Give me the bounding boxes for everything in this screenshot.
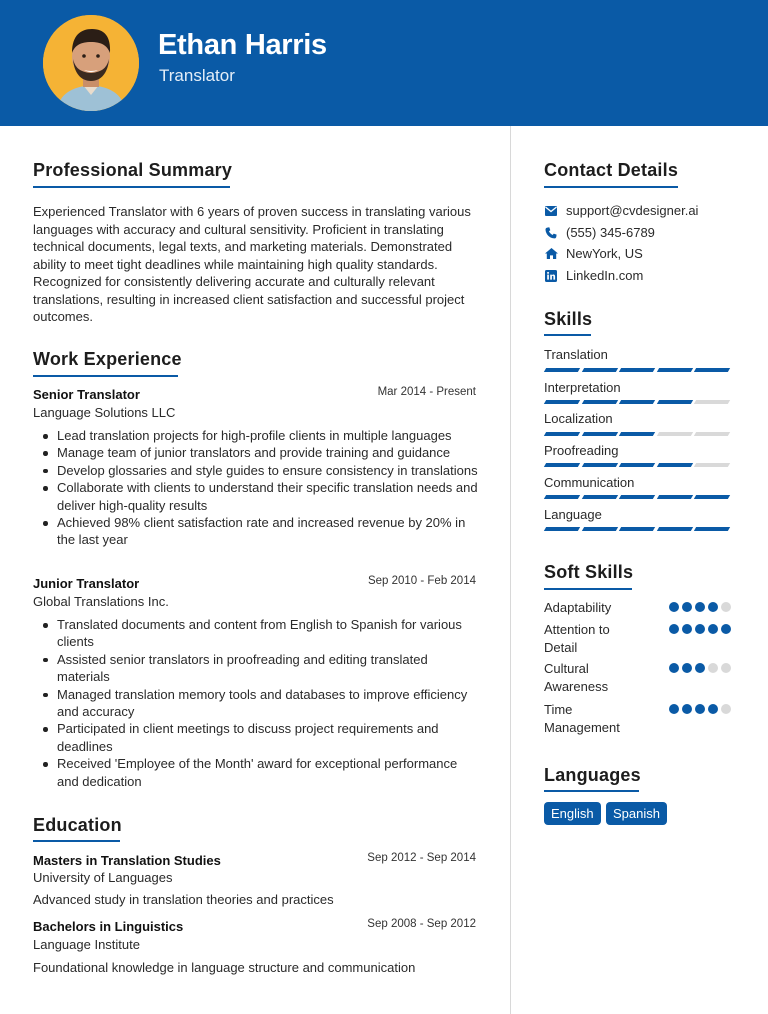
skill-level-segment: [581, 495, 617, 499]
skill-level-segment: [581, 463, 617, 467]
skills-heading-underline: [544, 334, 591, 336]
soft-skill-rating: [669, 704, 731, 714]
skill-level-bar: [545, 495, 729, 499]
skill-level-segment: [657, 495, 693, 499]
skill-level-segment: [694, 400, 730, 404]
envelope-icon: [544, 204, 558, 218]
skill-level-segment: [544, 495, 580, 499]
rating-dot: [695, 704, 705, 714]
skill-level-bar: [545, 527, 729, 531]
skill-name: Communication: [544, 475, 635, 490]
rating-dot: [708, 704, 718, 714]
skill-level-segment: [619, 463, 655, 467]
rating-dot: [682, 624, 692, 634]
contact-phone-text: (555) 345-6789: [566, 225, 655, 240]
contact-phone[interactable]: [544, 225, 655, 240]
skill-level-segment: [544, 368, 580, 372]
education-heading: Education: [33, 815, 122, 835]
phone-icon: [544, 226, 558, 240]
skill-level-segment: [694, 463, 730, 467]
candidate-title: Translator: [159, 66, 235, 85]
rating-dot: [708, 624, 718, 634]
job-bullets: [40, 616, 480, 790]
contact-heading: Contact Details: [544, 160, 679, 180]
soft-skill-name: Cultural Awareness: [544, 661, 609, 694]
skill-level-segment: [657, 527, 693, 531]
soft-skills-heading-underline: [544, 588, 632, 590]
skill-level-segment: [544, 527, 580, 531]
list-item: Lead translation projects for high-profile clients in multiple languages: [40, 427, 480, 444]
skill-name: Localization: [544, 411, 613, 426]
soft-skill-name: Time Management: [544, 702, 620, 735]
education-description: Foundational knowledge in language structure and communication: [33, 960, 416, 975]
summary-text: Experienced Translator with 6 years of proven success in translating various languages with accuracy and cultural sensitivity. Proficient in translating technical documents, legal texts, and marketing materials. Demonstrated ability to meet tight deadlines while maintaining high quality standards. Recognized for consistently delivering accurate and culturally relevant translations, resulting in increased client satisfaction and successful project outcomes.: [33, 204, 471, 324]
skills-heading: Skills: [544, 309, 593, 329]
soft-skill-name: Attention to Detail: [544, 622, 610, 655]
skill-level-segment: [694, 368, 730, 372]
header-banner: [0, 0, 768, 126]
list-item: Translated documents and content from English to Spanish for various clients: [40, 616, 480, 651]
list-item: Collaborate with clients to understand their specific translation needs and deliver high-quality results: [40, 479, 480, 514]
work-heading-underline: [33, 375, 178, 377]
skill-level-segment: [581, 400, 617, 404]
contact-heading-underline: [544, 186, 678, 188]
job-title: Senior Translator: [33, 387, 140, 402]
skill-level-segment: [619, 368, 655, 372]
home-icon: [544, 247, 558, 261]
soft-skill-rating: [669, 663, 731, 673]
skill-level-segment: [694, 432, 730, 436]
skill-level-segment: [544, 463, 580, 467]
rating-dot: [695, 663, 705, 673]
job-title: Junior Translator: [33, 576, 140, 591]
list-item: Assisted senior translators in proofreading and editing translated materials: [40, 651, 480, 686]
skill-level-bar: [545, 368, 729, 372]
rating-dot: [708, 663, 718, 673]
school-name: University of Languages: [33, 870, 173, 885]
rating-dot: [669, 624, 679, 634]
soft-skill-rating: [669, 602, 731, 612]
education-date: Sep 2012 - Sep 2014: [367, 852, 476, 864]
rating-dot: [708, 602, 718, 612]
avatar: [43, 15, 139, 111]
skill-level-segment: [619, 527, 655, 531]
rating-dot: [695, 602, 705, 612]
profile-photo-icon: [43, 15, 139, 111]
contact-linkedin-text: LinkedIn.com: [566, 268, 644, 283]
rating-dot: [669, 602, 679, 612]
rating-dot: [721, 624, 731, 634]
languages-heading: Languages: [544, 765, 641, 785]
rating-dot: [721, 663, 731, 673]
list-item: Participated in client meetings to discuss project requirements and deadlines: [40, 720, 480, 755]
list-item: Develop glossaries and style guides to ensure consistency in translations: [40, 462, 480, 479]
linkedin-icon: [544, 269, 558, 283]
skill-level-segment: [694, 527, 730, 531]
job-bullets: [40, 427, 480, 549]
languages-heading-underline: [544, 790, 639, 792]
skill-name: Proofreading: [544, 443, 619, 458]
rating-dot: [695, 624, 705, 634]
skill-level-segment: [657, 432, 693, 436]
contact-location: [544, 246, 643, 261]
language-badge: Spanish: [606, 802, 667, 825]
skill-level-segment: [694, 495, 730, 499]
summary-heading-underline: [33, 186, 230, 188]
skill-name: Language: [544, 507, 602, 522]
degree-title: Masters in Translation Studies: [33, 853, 221, 868]
skill-level-segment: [544, 432, 580, 436]
skill-level-segment: [581, 368, 617, 372]
list-item: Manage team of junior translators and provide training and guidance: [40, 444, 480, 461]
job-company: Language Solutions LLC: [33, 405, 176, 420]
list-item: Achieved 98% client satisfaction rate and increased revenue by 20% in the last year: [40, 514, 480, 549]
rating-dot: [669, 704, 679, 714]
list-item: Received 'Employee of the Month' award for exceptional performance and dedication: [40, 755, 480, 790]
contact-linkedin[interactable]: [544, 268, 643, 283]
job-date: Sep 2010 - Feb 2014: [367, 575, 476, 587]
skill-level-bar: [545, 400, 729, 404]
contact-location-text: NewYork, US: [566, 246, 643, 261]
education-description: Advanced study in translation theories and practices: [33, 892, 334, 907]
degree-title: Bachelors in Linguistics: [33, 919, 184, 934]
candidate-name: Ethan Harris: [158, 29, 327, 61]
skill-level-segment: [657, 368, 693, 372]
work-heading: Work Experience: [33, 349, 182, 369]
contact-email-text: support@cvdesigner.ai: [566, 203, 699, 218]
job-date: Mar 2014 - Present: [377, 386, 476, 398]
skill-level-segment: [581, 527, 617, 531]
soft-skill-rating: [669, 624, 731, 634]
skill-level-segment: [581, 432, 617, 436]
column-divider: [510, 126, 511, 1014]
rating-dot: [721, 704, 731, 714]
rating-dot: [721, 602, 731, 612]
skill-level-bar: [545, 432, 729, 436]
skill-level-segment: [544, 400, 580, 404]
contact-email[interactable]: [544, 203, 698, 218]
rating-dot: [682, 704, 692, 714]
education-heading-underline: [33, 840, 120, 842]
skill-level-segment: [619, 400, 655, 404]
school-name: Language Institute: [33, 937, 140, 952]
rating-dot: [682, 602, 692, 612]
skill-level-segment: [619, 432, 655, 436]
skill-level-bar: [545, 463, 729, 467]
skill-name: Translation: [544, 347, 608, 362]
skill-level-segment: [619, 495, 655, 499]
skill-level-segment: [657, 463, 693, 467]
language-badge: English: [544, 802, 601, 825]
rating-dot: [669, 663, 679, 673]
education-date: Sep 2008 - Sep 2012: [367, 918, 476, 930]
soft-skill-name: Adaptability: [544, 600, 612, 615]
skill-name: Interpretation: [544, 380, 621, 395]
job-company: Global Translations Inc.: [33, 594, 169, 609]
soft-skills-heading: Soft Skills: [544, 562, 634, 582]
summary-heading: Professional Summary: [33, 160, 233, 180]
list-item: Managed translation memory tools and databases to improve efficiency and accuracy: [40, 686, 480, 721]
rating-dot: [682, 663, 692, 673]
skill-level-segment: [657, 400, 693, 404]
